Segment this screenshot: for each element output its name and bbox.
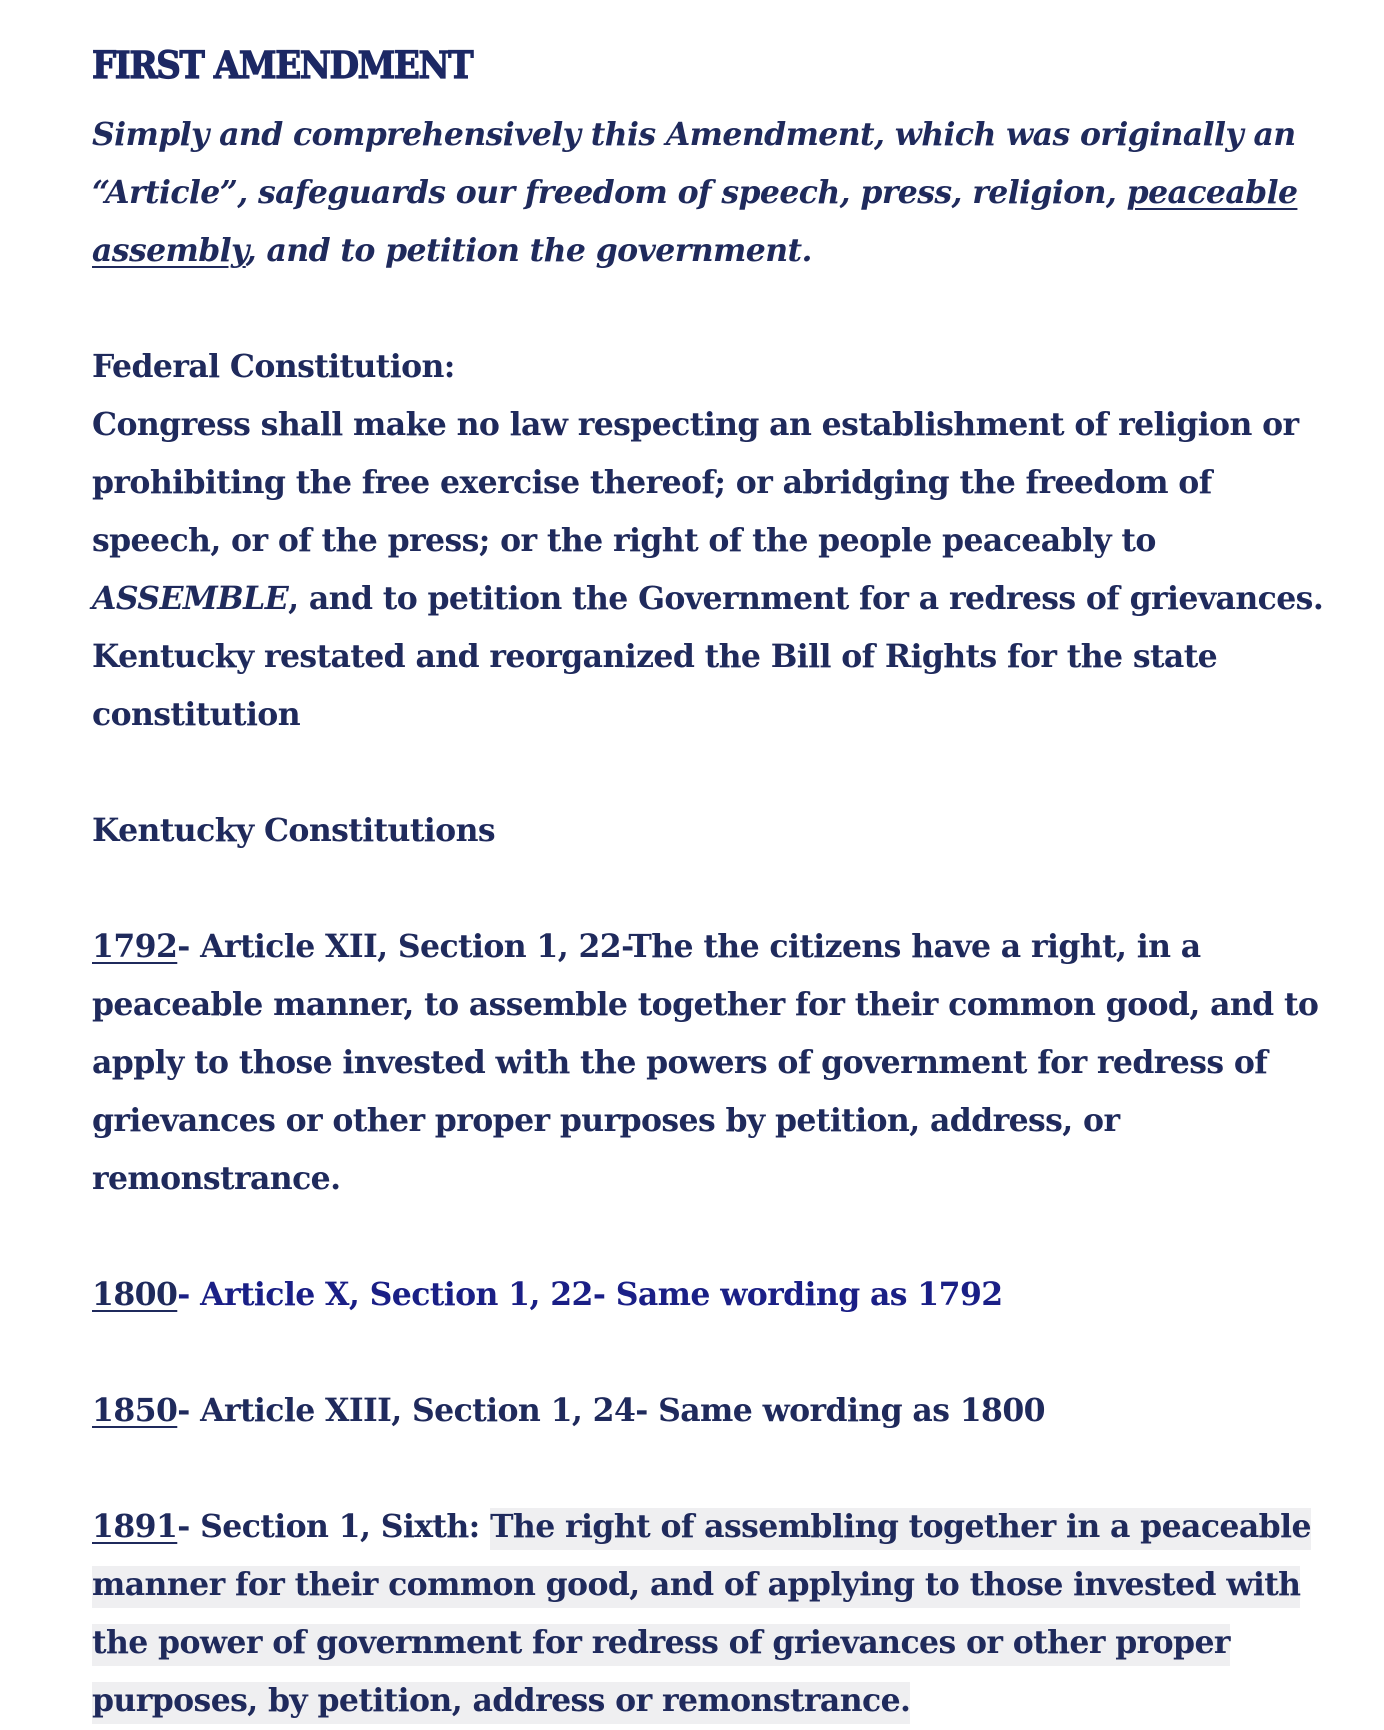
entry-1850	[92, 1382, 1332, 1440]
federal-text-before: Congress shall make no law respecting an establishment of religion or prohibiting the free exercise thereof; or abridging the freedom of speech, or of the press; or the right of the people peaceably to	[92, 406, 1299, 559]
intro-text-after: , and to petition the government.	[245, 232, 812, 269]
intro-text-before: Simply and comprehensively this Amendment, which was originally an “Article”, safeguards our freedom of speech, press, religion,	[92, 116, 1296, 211]
year-link-1800[interactable]: 1800	[92, 1276, 178, 1313]
year-link-1891[interactable]: 1891	[92, 1508, 178, 1545]
kentucky-heading: Kentucky Constitutions	[92, 812, 496, 849]
intro-paragraph	[92, 106, 1332, 280]
spacer	[92, 280, 1332, 338]
entry-1850-text: - Article XIII, Section 1, 24- Same wording as 1800	[177, 1392, 1045, 1429]
entry-1792	[92, 918, 1332, 1208]
federal-text-after: , and to petition the Government for a redress of grievances.	[288, 580, 1324, 617]
entry-1792-text: - Article XII, Section 1, 22-The the citizens have a right, in a peaceable manner, to assemble together for their common good, and to apply to those invested with the powers of government for redress of grievances or other proper purposes by petition, address, or remonstrance.	[92, 928, 1319, 1197]
federal-text	[92, 396, 1332, 628]
peaceable-assembly-link[interactable]: peaceable assembly	[92, 174, 1298, 269]
entry-1891-quote-highlight: The right of assembling together in a peaceable manner for their common good, and of applying to those invested with the power of government for redress of grievances or other proper purposes, by petition, address or remonstrance.	[92, 1508, 1311, 1724]
spacer	[92, 744, 1332, 802]
spacer	[92, 1208, 1332, 1266]
entry-1800	[92, 1266, 1332, 1324]
spacer	[92, 1440, 1332, 1498]
federal-heading: Federal Constitution:	[92, 348, 455, 385]
year-link-1850[interactable]: 1850	[92, 1392, 178, 1429]
entry-1891-text: - Section 1, Sixth:	[177, 1508, 491, 1545]
entry-1891	[92, 1498, 1332, 1730]
federal-note: Kentucky restated and reorganized the Bill of Rights for the state constitution	[92, 638, 1218, 733]
page-title: FIRST AMENDMENT	[92, 43, 473, 87]
federal-text-emphasis: ASSEMBLE	[92, 580, 289, 617]
entry-1800-text: - Article X, Section 1, 22- Same wording as 1792	[177, 1276, 1003, 1313]
spacer	[92, 1324, 1332, 1382]
spacer	[92, 860, 1332, 918]
document-page	[92, 40, 1332, 1730]
year-link-1792[interactable]: 1792	[92, 928, 178, 965]
